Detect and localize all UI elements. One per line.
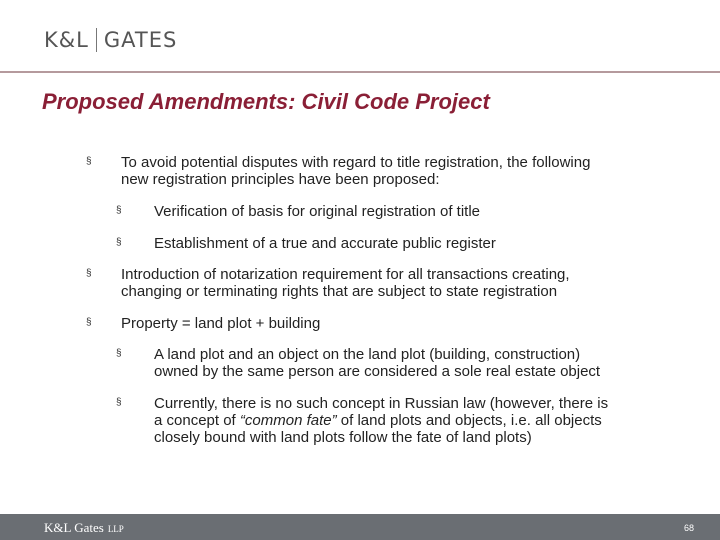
bullet-marker: §: [86, 156, 92, 167]
emphasis-text: “common fate”: [239, 412, 337, 429]
sub-bullet-marker: §: [116, 237, 122, 248]
list-item-line: new registration principles have been proposed:: [121, 171, 440, 188]
list-item-line: [154, 412, 608, 429]
sub-list-item: [154, 346, 600, 380]
sub-bullet-marker: §: [116, 205, 122, 216]
list-item: Property = land plot + building: [121, 315, 321, 332]
bullet-marker: §: [86, 317, 92, 328]
slide-title: Proposed Amendments: Civil Code Project: [42, 89, 490, 114]
list-item-line: owned by the same person are considered a sole real estate object: [154, 363, 601, 380]
text-run: of land plots and objects, i.e. all objects: [336, 412, 602, 429]
list-item-line: Introduction of notarization requirement for all transactions creating,: [121, 266, 570, 283]
logo-right-text: GATES: [103, 28, 178, 52]
sub-bullet-marker: §: [116, 348, 122, 359]
sub-list-item: Verification of basis for original registration of title: [154, 203, 480, 220]
list-item-line: Currently, there is no such concept in Russian law (however, there is: [154, 395, 609, 412]
list-item-line: closely bound with land plots follow the fate of land plots): [154, 429, 532, 446]
kl-gates-logo: [44, 28, 177, 52]
footer-bar: [0, 514, 720, 540]
list-item-line: To avoid potential disputes with regard to title registration, the following: [121, 154, 591, 171]
list-item-line: A land plot and an object on the land plot (building, construction): [154, 346, 581, 363]
logo-left-text: K&L: [44, 28, 89, 52]
list-item: [121, 266, 570, 300]
list-item-line: changing or terminating rights that are subject to state registration: [121, 283, 558, 300]
sub-list-item: [154, 395, 608, 446]
bullet-marker: §: [86, 268, 92, 279]
page-number: 68: [683, 523, 694, 533]
sub-list-item: Establishment of a true and accurate public register: [154, 235, 496, 252]
footer-logo: [44, 520, 124, 536]
footer-logo-suffix: LLP: [107, 524, 124, 534]
footer-logo-text: K&L Gates: [44, 520, 104, 535]
sub-bullet-marker: §: [116, 397, 122, 408]
logo-divider: [96, 28, 97, 52]
header-rule: [0, 71, 720, 73]
text-run: a concept of: [154, 412, 240, 429]
list-item: [121, 154, 590, 188]
